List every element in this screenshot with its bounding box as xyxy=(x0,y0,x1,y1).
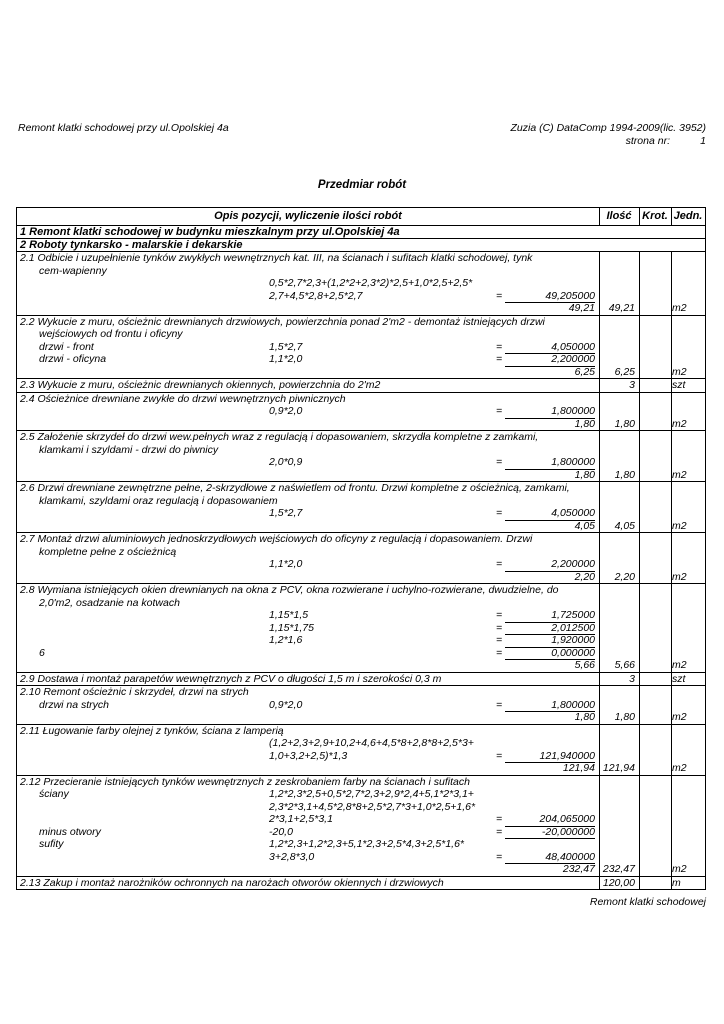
item-unit: m2 xyxy=(672,711,687,723)
calc-label: sufity xyxy=(39,838,64,850)
calc-formula: 1,1*2,0 xyxy=(269,558,303,570)
item-quantity: 1,80 xyxy=(614,468,635,481)
item-quantity: 232,47 xyxy=(602,863,635,875)
calc-value: 2,012500 xyxy=(505,622,595,636)
item-total-line xyxy=(17,863,705,876)
item-description: klamkami i szyldami - drzwi do piwnicy xyxy=(39,443,219,456)
item-description: wejściowych od frontu i oficyny xyxy=(39,328,183,340)
calc-value: 1,800000 xyxy=(505,456,595,470)
item-row xyxy=(17,392,705,431)
item-quantity: 3 xyxy=(629,672,635,685)
item-unit: m2 xyxy=(672,659,687,671)
item-row xyxy=(17,685,705,724)
item-unit: m2 xyxy=(672,365,687,378)
calc-value: 1,725000 xyxy=(505,609,595,623)
calc-value: 1,920000 xyxy=(505,634,595,648)
calc-line xyxy=(17,699,705,712)
calc-value: 121,940000 xyxy=(505,750,595,764)
item-unit: szt xyxy=(672,672,686,685)
item-total-line xyxy=(17,302,705,315)
calc-line xyxy=(17,405,705,418)
item-desc-line xyxy=(17,482,705,495)
calc-equals: = xyxy=(496,405,503,417)
calc-line xyxy=(17,456,705,469)
item-unit: m2 xyxy=(672,570,687,583)
item-unit: m xyxy=(672,876,681,889)
calc-line xyxy=(17,622,705,635)
calc-formula: 1,2*2,3+1,2*2,3+5,1*2,3+2,5*4,3+2,5*1,6* xyxy=(269,838,465,850)
item-sum: 1,80 xyxy=(574,417,595,430)
table-header xyxy=(17,208,705,225)
item-desc-line xyxy=(17,316,705,329)
calc-value: 204,065000 xyxy=(505,813,595,827)
calc-equals: = xyxy=(496,813,503,825)
item-desc-line xyxy=(17,686,705,699)
calc-value: 0,000000 xyxy=(505,647,595,661)
item-unit: szt xyxy=(672,379,686,391)
item-description: kompletne pełne z ościeżnicą xyxy=(39,545,177,558)
item-total-line xyxy=(17,711,705,724)
col-ilosc-header: Ilość xyxy=(606,210,632,222)
item-desc-line xyxy=(17,725,705,738)
col-krot-header: Krot. xyxy=(642,210,668,222)
item-desc-line xyxy=(17,252,705,265)
item-unit: m2 xyxy=(672,468,687,481)
item-description: klamkami, szyldami oraz regulacją i dopasowaniem xyxy=(39,494,278,507)
item-row xyxy=(17,378,705,392)
calc-formula: -20,0 xyxy=(269,825,293,838)
item-unit: m2 xyxy=(672,302,687,314)
item-desc-line xyxy=(17,597,705,610)
item-desc-line xyxy=(17,444,705,457)
calc-equals: = xyxy=(496,558,503,570)
item-description: 2.8 Wymiana istniejących okien drewnianych na okna z PCV, okna rozwierane i uchylno-rozwierane, dwudzielne, do xyxy=(20,584,559,596)
calc-line xyxy=(17,341,705,354)
item-unit: m2 xyxy=(672,762,687,774)
item-total-line xyxy=(17,366,705,379)
calc-formula: 0,9*2,0 xyxy=(269,698,303,711)
calc-line xyxy=(17,277,705,290)
item-description: 2.3 Wykucie z muru, ościeżnic drewnianych okiennych, powierzchnia do 2'm2 xyxy=(20,379,381,391)
item-row xyxy=(17,775,705,876)
calc-formula: 3+2,8*3,0 xyxy=(269,850,315,863)
calc-formula: 1,1*2,0 xyxy=(269,353,303,365)
calc-value: 2,200000 xyxy=(505,353,595,367)
calc-line xyxy=(17,507,705,520)
calc-equals: = xyxy=(496,698,503,711)
item-description: 2.11 Ługowanie farby olejnej z tynków, ściana z lamperią xyxy=(20,724,284,737)
calc-label: drzwi na strych xyxy=(39,698,110,711)
item-sum: 2,20 xyxy=(574,570,595,583)
item-description: 2.12 Przecieranie istniejących tynków wewnętrznych z zeskrobaniem farby na ścianach i sufitach xyxy=(20,775,470,788)
item-row xyxy=(17,672,705,686)
item-description: 2.7 Montaż drzwi aluminiowych jednoskrzydłowych wejściowych do oficyny z regulacją i dopasowaniem. Drzwi xyxy=(20,533,533,545)
calc-line xyxy=(17,647,705,660)
item-sum: 1,80 xyxy=(574,468,595,481)
calc-formula: 0,5*2,7*2,3+(1,2*2+2,3*2)*2,5+1,0*2,5+2,5* xyxy=(269,277,473,289)
col-desc-header: Opis pozycji, wyliczenie ilości robót xyxy=(214,210,402,222)
calc-equals: = xyxy=(496,507,503,519)
item-desc-line xyxy=(17,546,705,559)
calc-line xyxy=(17,353,705,366)
section-title: 2 Roboty tynkarsko - malarskie i dekarskie xyxy=(20,239,243,251)
item-quantity: 121,94 xyxy=(602,762,635,774)
calc-formula: 1,5*2,7 xyxy=(269,507,303,519)
item-description: 2.10 Remont ościeżnic i skrzydeł, drzwi na strych xyxy=(20,686,249,698)
calc-formula: 0,9*2,0 xyxy=(269,405,303,417)
item-description: 2.6 Drzwi drewniane zewnętrzne pełne, 2-skrzydłowe z naświetlem od frontu. Drzwi kompletne z ościeżnicą, zamkami, xyxy=(20,482,570,494)
calc-line xyxy=(17,558,705,571)
calc-formula: 2*3,1+2,5*3,1 xyxy=(269,813,333,825)
item-desc-line xyxy=(17,673,705,686)
estimate-table xyxy=(16,207,706,890)
calc-value: 49,205000 xyxy=(505,290,595,304)
header-right xyxy=(510,122,706,148)
calc-equals: = xyxy=(496,289,503,302)
item-desc-line xyxy=(17,379,705,392)
header-left: Remont klatki schodowej przy ul.Opolskiej 4a xyxy=(18,122,229,134)
calc-value: 1,800000 xyxy=(505,405,595,419)
item-quantity: 1,80 xyxy=(614,417,635,430)
calc-line xyxy=(17,851,705,864)
calc-equals: = xyxy=(496,646,503,659)
item-total-line xyxy=(17,571,705,584)
section-row xyxy=(17,238,705,251)
calc-formula: (1,2+2,3+2,9+10,2+4,6+4,5*8+2,8*8+2,5*3+ xyxy=(269,737,474,749)
calc-line xyxy=(17,290,705,303)
header-software: Zuzia (C) DataComp 1994-2009(lic. 3952) xyxy=(510,122,706,134)
item-unit: m2 xyxy=(672,519,687,532)
calc-equals: = xyxy=(496,340,503,353)
item-quantity: 4,05 xyxy=(614,519,635,532)
calc-value: 4,050000 xyxy=(505,341,595,355)
calc-line xyxy=(17,634,705,647)
calc-formula: 2,3*2*3,1+4,5*2,8*8+2,5*2,7*3+1,0*2,5+1,6* xyxy=(269,800,476,813)
item-row xyxy=(17,724,705,775)
calc-equals: = xyxy=(496,825,503,838)
calc-formula: 1,2*1,6 xyxy=(269,634,303,646)
calc-formula: 2,7+4,5*2,8+2,5*2,7 xyxy=(269,289,363,302)
calc-line xyxy=(17,838,705,851)
item-desc-line xyxy=(17,533,705,546)
calc-equals: = xyxy=(496,850,503,863)
item-description: 2.2 Wykucie z muru, ościeżnic drewnianych drzwiowych, powierzchnia ponad 2'm2 - demontaż istniejących drzwi xyxy=(20,315,545,328)
calc-formula: 1,5*2,7 xyxy=(269,340,303,353)
item-quantity: 3 xyxy=(629,379,635,391)
calc-line xyxy=(17,609,705,622)
calc-equals: = xyxy=(496,353,503,365)
item-sum: 1,80 xyxy=(574,711,595,723)
calc-label: drzwi - oficyna xyxy=(39,353,107,365)
item-quantity: 49,21 xyxy=(608,302,635,314)
item-quantity: 6,25 xyxy=(614,365,635,378)
calc-line xyxy=(17,813,705,826)
item-row xyxy=(17,251,705,315)
calc-label: 6 xyxy=(39,646,45,659)
item-row xyxy=(17,430,705,481)
item-sum: 121,94 xyxy=(562,762,595,774)
item-unit: m2 xyxy=(672,863,687,875)
item-desc-line xyxy=(17,328,705,341)
calc-formula: 1,15*1,75 xyxy=(269,621,314,634)
item-quantity: 120,00 xyxy=(602,876,635,889)
item-total-line xyxy=(17,659,705,672)
item-quantity: 1,80 xyxy=(614,711,635,723)
item-sum: 5,66 xyxy=(574,659,595,671)
item-total-line xyxy=(17,469,705,482)
calc-equals: = xyxy=(496,634,503,646)
calc-value: 4,050000 xyxy=(505,507,595,521)
calc-equals: = xyxy=(496,749,503,762)
item-quantity: 2,20 xyxy=(614,570,635,583)
calc-formula: 1,2*2,3*2,5+0,5*2,7*2,3+2,9*2,4+5,1*2*3,1+ xyxy=(269,788,474,800)
calc-formula: 1,15*1,5 xyxy=(269,609,309,621)
item-row xyxy=(17,876,705,890)
item-row xyxy=(17,315,705,379)
page-number: 1 xyxy=(700,135,706,147)
item-desc-line xyxy=(17,431,705,444)
calc-equals: = xyxy=(496,456,503,468)
item-total-line xyxy=(17,520,705,533)
item-description: 2.9 Dostawa i montaż parapetów wewnętrznych z PCV o długości 1,5 m i szerokości 0,3 m xyxy=(20,672,442,685)
item-row xyxy=(17,583,705,672)
calc-label: minus otwory xyxy=(39,825,101,838)
calc-line xyxy=(17,801,705,814)
section-title: 1 Remont klatki schodowej w budynku mieszkalnym przy ul.Opolskiej 4a xyxy=(20,226,400,238)
calc-value: 1,800000 xyxy=(505,699,595,713)
calc-formula: 1,0+3,2+2,5)*1,3 xyxy=(269,749,348,762)
calc-line xyxy=(17,750,705,763)
item-desc-line xyxy=(17,393,705,406)
calc-value: -20,000000 xyxy=(505,826,595,840)
item-row xyxy=(17,532,705,583)
col-jedn-header: Jedn. xyxy=(673,210,703,222)
item-unit: m2 xyxy=(672,417,687,430)
item-desc-line xyxy=(17,584,705,597)
calc-value: 48,400000 xyxy=(505,851,595,865)
item-desc-line xyxy=(17,495,705,508)
item-description: cem-wapienny xyxy=(39,264,107,277)
item-total-line xyxy=(17,762,705,775)
item-sum: 6,25 xyxy=(574,365,595,378)
calc-line xyxy=(17,737,705,750)
item-description: 2.13 Zakup i montaż narożników ochronnych na narożach otworów okiennych i drzwiowych xyxy=(20,876,444,889)
item-desc-line xyxy=(17,265,705,278)
item-row xyxy=(17,481,705,532)
page-label: strona nr: xyxy=(625,135,670,147)
item-description: 2,0'm2, osadzanie na kotwach xyxy=(39,596,180,609)
item-sum: 4,05 xyxy=(574,519,595,532)
item-desc-line xyxy=(17,776,705,789)
item-quantity: 5,66 xyxy=(614,659,635,671)
section-row xyxy=(17,225,705,238)
calc-label: ściany xyxy=(39,788,69,800)
item-desc-line xyxy=(17,877,705,890)
calc-formula: 2,0*0,9 xyxy=(269,456,303,468)
item-sum: 232,47 xyxy=(562,863,595,875)
calc-label: drzwi - front xyxy=(39,340,94,353)
item-description: 2.4 Ościeżnice drewniane zwykłe do drzwi wewnętrznych piwnicznych xyxy=(20,392,346,405)
calc-line xyxy=(17,826,705,839)
item-total-line xyxy=(17,418,705,431)
calc-value: 2,200000 xyxy=(505,558,595,572)
item-description: 2.5 Założenie skrzydeł do drzwi wew.pełnych wraz z regulacją i dopasowaniem, skrzydła kompletne z zamkami, xyxy=(20,431,539,443)
calc-equals: = xyxy=(496,609,503,621)
item-description: 2.1 Odbicie i uzupełnienie tynków zwykłych wewnętrznych kat. III, na ścianach i sufitach klatki schodowej, tynk xyxy=(20,252,533,264)
footer: Remont klatki schodowej xyxy=(589,896,706,908)
page-title: Przedmiar robót xyxy=(317,179,407,191)
item-sum: 49,21 xyxy=(568,302,595,314)
calc-equals: = xyxy=(496,621,503,634)
calc-line xyxy=(17,788,705,801)
